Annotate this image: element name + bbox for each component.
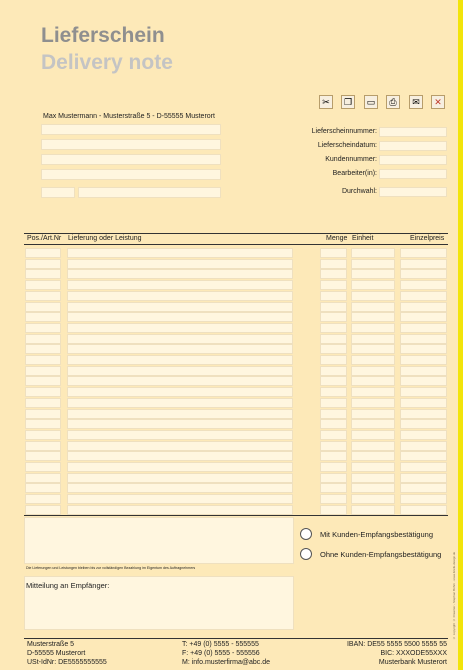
col-header-pos: Pos./Art.Nr [27, 235, 62, 242]
einheit-cell[interactable] [351, 387, 395, 397]
bearbeiter-label: Bearbeiter(in): [332, 170, 377, 177]
menge-cell[interactable] [320, 398, 347, 408]
sender-line: Max Mustermann - Musterstraße 5 - D-55555 Musterort [43, 113, 215, 120]
einheit-cell[interactable] [351, 376, 395, 386]
leistung-cell[interactable] [67, 344, 293, 354]
pos-cell[interactable] [25, 366, 61, 376]
einzelpreis-cell[interactable] [400, 248, 447, 258]
leistung-cell[interactable] [67, 505, 293, 515]
kundennummer-field[interactable] [379, 155, 447, 165]
einheit-cell[interactable] [351, 409, 395, 419]
menge-cell[interactable] [320, 334, 347, 344]
einzelpreis-cell[interactable] [400, 291, 447, 301]
close-icon[interactable]: ✕ [431, 95, 445, 109]
leistung-cell[interactable] [67, 409, 293, 419]
leistung-cell[interactable] [67, 430, 293, 440]
leistung-cell[interactable] [67, 248, 293, 258]
leistung-cell[interactable] [67, 334, 293, 344]
title-lieferschein: Lieferschein [41, 24, 165, 47]
pos-cell[interactable] [25, 398, 61, 408]
address-line-1[interactable] [41, 124, 221, 135]
leistung-cell[interactable] [67, 473, 293, 483]
pos-cell[interactable] [25, 334, 61, 344]
einzelpreis-cell[interactable] [400, 387, 447, 397]
lieferscheindatum-label: Lieferscheindatum: [317, 142, 377, 149]
email-icon[interactable]: ✉ [409, 95, 423, 109]
leistung-cell[interactable] [67, 441, 293, 451]
menge-cell[interactable] [320, 269, 347, 279]
einzelpreis-cell[interactable] [400, 441, 447, 451]
pos-cell[interactable] [25, 280, 61, 290]
leistung-cell[interactable] [67, 387, 293, 397]
einheit-cell[interactable] [351, 419, 395, 429]
menge-cell[interactable] [320, 462, 347, 472]
leistung-cell[interactable] [67, 291, 293, 301]
einzelpreis-cell[interactable] [400, 462, 447, 472]
pos-cell[interactable] [25, 494, 61, 504]
menge-cell[interactable] [320, 451, 347, 461]
pos-cell[interactable] [25, 344, 61, 354]
white-edge [463, 0, 474, 670]
menge-cell[interactable] [320, 323, 347, 333]
pos-cell[interactable] [25, 430, 61, 440]
einheit-cell[interactable] [351, 259, 395, 269]
einzelpreis-cell[interactable] [400, 259, 447, 269]
pos-cell[interactable] [25, 462, 61, 472]
leistung-cell[interactable] [67, 366, 293, 376]
leistung-cell[interactable] [67, 483, 293, 493]
city-field[interactable] [78, 187, 221, 198]
print-icon[interactable]: ⎙ [386, 95, 400, 109]
pos-cell[interactable] [25, 312, 61, 322]
menge-cell[interactable] [320, 366, 347, 376]
col-header-einzelpreis: Einzelpreis [410, 235, 445, 242]
leistung-cell[interactable] [67, 398, 293, 408]
ownership-note: Die Lieferungen und Leistungen bleiben bis zur vollständigen Bezahlung im Eigentum des Auftragnehmers [26, 566, 196, 570]
footer-bic: BIC: XXXODE55XXX [380, 650, 447, 657]
einzelpreis-cell[interactable] [400, 323, 447, 333]
leistung-cell[interactable] [67, 259, 293, 269]
conditions-field[interactable] [24, 517, 294, 564]
with-confirmation-label: Mit Kunden-Empfangsbestätigung [320, 530, 433, 539]
leistung-cell[interactable] [67, 323, 293, 333]
without-confirmation-label: Ohne Kunden-Empfangsbestätigung [320, 550, 442, 559]
einheit-cell[interactable] [351, 451, 395, 461]
einzelpreis-cell[interactable] [400, 269, 447, 279]
einzelpreis-cell[interactable] [400, 483, 447, 493]
pos-cell[interactable] [25, 473, 61, 483]
pos-cell[interactable] [25, 483, 61, 493]
pos-cell[interactable] [25, 376, 61, 386]
einheit-cell[interactable] [351, 269, 395, 279]
col-header-menge: Menge [326, 235, 348, 242]
lieferscheinnummer-field[interactable] [379, 127, 447, 137]
copyright-note: © copyright © Dreamer - Stephan Böhm · www.briefe-design.de [452, 551, 456, 640]
address-line-2[interactable] [41, 139, 221, 150]
pos-cell[interactable] [25, 269, 61, 279]
menge-cell[interactable] [320, 494, 347, 504]
delete-print-icon[interactable]: ✂ [319, 95, 333, 109]
einheit-cell[interactable] [351, 248, 395, 258]
menge-cell[interactable] [320, 409, 347, 419]
einheit-cell[interactable] [351, 366, 395, 376]
leistung-cell[interactable] [67, 494, 293, 504]
menge-cell[interactable] [320, 419, 347, 429]
kundennummer-label: Kundennummer: [325, 156, 377, 163]
einzelpreis-cell[interactable] [400, 505, 447, 515]
einheit-cell[interactable] [351, 323, 395, 333]
durchwahl-field[interactable] [379, 187, 447, 197]
leistung-cell[interactable] [67, 376, 293, 386]
leistung-cell[interactable] [67, 451, 293, 461]
menge-cell[interactable] [320, 473, 347, 483]
pos-cell[interactable] [25, 387, 61, 397]
leistung-cell[interactable] [67, 419, 293, 429]
pos-cell[interactable] [25, 505, 61, 515]
footer-bank: Musterbank Musterort [378, 659, 447, 666]
footer-mail: M: info.musterfirma@abc.de [182, 659, 271, 666]
einheit-cell[interactable] [351, 280, 395, 290]
pos-cell[interactable] [25, 355, 61, 365]
menge-cell[interactable] [320, 505, 347, 515]
col-header-einheit: Einheit [352, 235, 374, 242]
pos-cell[interactable] [25, 419, 61, 429]
menge-cell[interactable] [320, 248, 347, 258]
einzelpreis-cell[interactable] [400, 312, 447, 322]
pos-cell[interactable] [25, 441, 61, 451]
footer-street: Musterstraße 5 [27, 641, 75, 648]
pos-cell[interactable] [25, 302, 61, 312]
lieferscheindatum-field[interactable] [379, 141, 447, 151]
einheit-cell[interactable] [351, 430, 395, 440]
folder-icon[interactable]: ▭ [364, 95, 378, 109]
copy-icon[interactable]: ❐ [341, 95, 355, 109]
einheit-cell[interactable] [351, 473, 395, 483]
leistung-cell[interactable] [67, 302, 293, 312]
einzelpreis-cell[interactable] [400, 376, 447, 386]
einzelpreis-cell[interactable] [400, 398, 447, 408]
einheit-cell[interactable] [351, 462, 395, 472]
einheit-cell[interactable] [351, 505, 395, 515]
durchwahl-label: Durchwahl: [341, 188, 377, 195]
einzelpreis-cell[interactable] [400, 302, 447, 312]
footer-tel: T: +49 (0) 5555 - 555555 [182, 641, 259, 648]
footer-ustid: USt-IdNr: DE5555555555 [27, 659, 107, 666]
pos-cell[interactable] [25, 259, 61, 269]
address-line-4[interactable] [41, 169, 221, 180]
address-line-3[interactable] [41, 154, 221, 165]
pos-cell[interactable] [25, 291, 61, 301]
title-delivery-note: Delivery note [41, 51, 173, 74]
leistung-cell[interactable] [67, 312, 293, 322]
einzelpreis-cell[interactable] [400, 355, 447, 365]
einheit-cell[interactable] [351, 312, 395, 322]
menge-cell[interactable] [320, 376, 347, 386]
menge-cell[interactable] [320, 430, 347, 440]
table-top-rule [24, 233, 448, 234]
einheit-cell[interactable] [351, 291, 395, 301]
leistung-cell[interactable] [67, 280, 293, 290]
einzelpreis-cell[interactable] [400, 473, 447, 483]
leistung-cell[interactable] [67, 355, 293, 365]
pos-cell[interactable] [25, 248, 61, 258]
einzelpreis-cell[interactable] [400, 430, 447, 440]
menge-cell[interactable] [320, 291, 347, 301]
einheit-cell[interactable] [351, 494, 395, 504]
menge-cell[interactable] [320, 344, 347, 354]
footer-city: D-55555 Musterort [27, 650, 86, 657]
einheit-cell[interactable] [351, 355, 395, 365]
message-label: Mitteilung an Empfänger: [26, 581, 110, 590]
einzelpreis-cell[interactable] [400, 280, 447, 290]
without-confirmation-radio[interactable] [300, 548, 312, 560]
bearbeiter-field[interactable] [379, 169, 447, 179]
footer-iban: IBAN: DE55 5555 5500 5555 55 [346, 641, 447, 648]
leistung-cell[interactable] [67, 462, 293, 472]
col-header-leistung: Lieferung oder Leistung [68, 235, 142, 242]
einheit-cell[interactable] [351, 441, 395, 451]
table-header-rule [24, 244, 448, 245]
pos-cell[interactable] [25, 409, 61, 419]
lieferscheinnummer-label: Lieferscheinnummer: [311, 128, 377, 135]
menge-cell[interactable] [320, 441, 347, 451]
einzelpreis-cell[interactable] [400, 366, 447, 376]
postal-code-field[interactable] [41, 187, 75, 198]
einzelpreis-cell[interactable] [400, 344, 447, 354]
einzelpreis-cell[interactable] [400, 494, 447, 504]
pos-cell[interactable] [25, 323, 61, 333]
einheit-cell[interactable] [351, 334, 395, 344]
pos-cell[interactable] [25, 451, 61, 461]
menge-cell[interactable] [320, 259, 347, 269]
einheit-cell[interactable] [351, 344, 395, 354]
menge-cell[interactable] [320, 280, 347, 290]
menge-cell[interactable] [320, 355, 347, 365]
with-confirmation-radio[interactable] [300, 528, 312, 540]
leistung-cell[interactable] [67, 269, 293, 279]
menge-cell[interactable] [320, 302, 347, 312]
einzelpreis-cell[interactable] [400, 409, 447, 419]
footer-rule [24, 638, 448, 639]
einzelpreis-cell[interactable] [400, 419, 447, 429]
einheit-cell[interactable] [351, 398, 395, 408]
einzelpreis-cell[interactable] [400, 451, 447, 461]
footer-fax: F: +49 (0) 5555 - 555556 [182, 650, 260, 657]
menge-cell[interactable] [320, 387, 347, 397]
einheit-cell[interactable] [351, 483, 395, 493]
einheit-cell[interactable] [351, 302, 395, 312]
einzelpreis-cell[interactable] [400, 334, 447, 344]
menge-cell[interactable] [320, 483, 347, 493]
menge-cell[interactable] [320, 312, 347, 322]
table-bottom-rule [24, 515, 448, 516]
